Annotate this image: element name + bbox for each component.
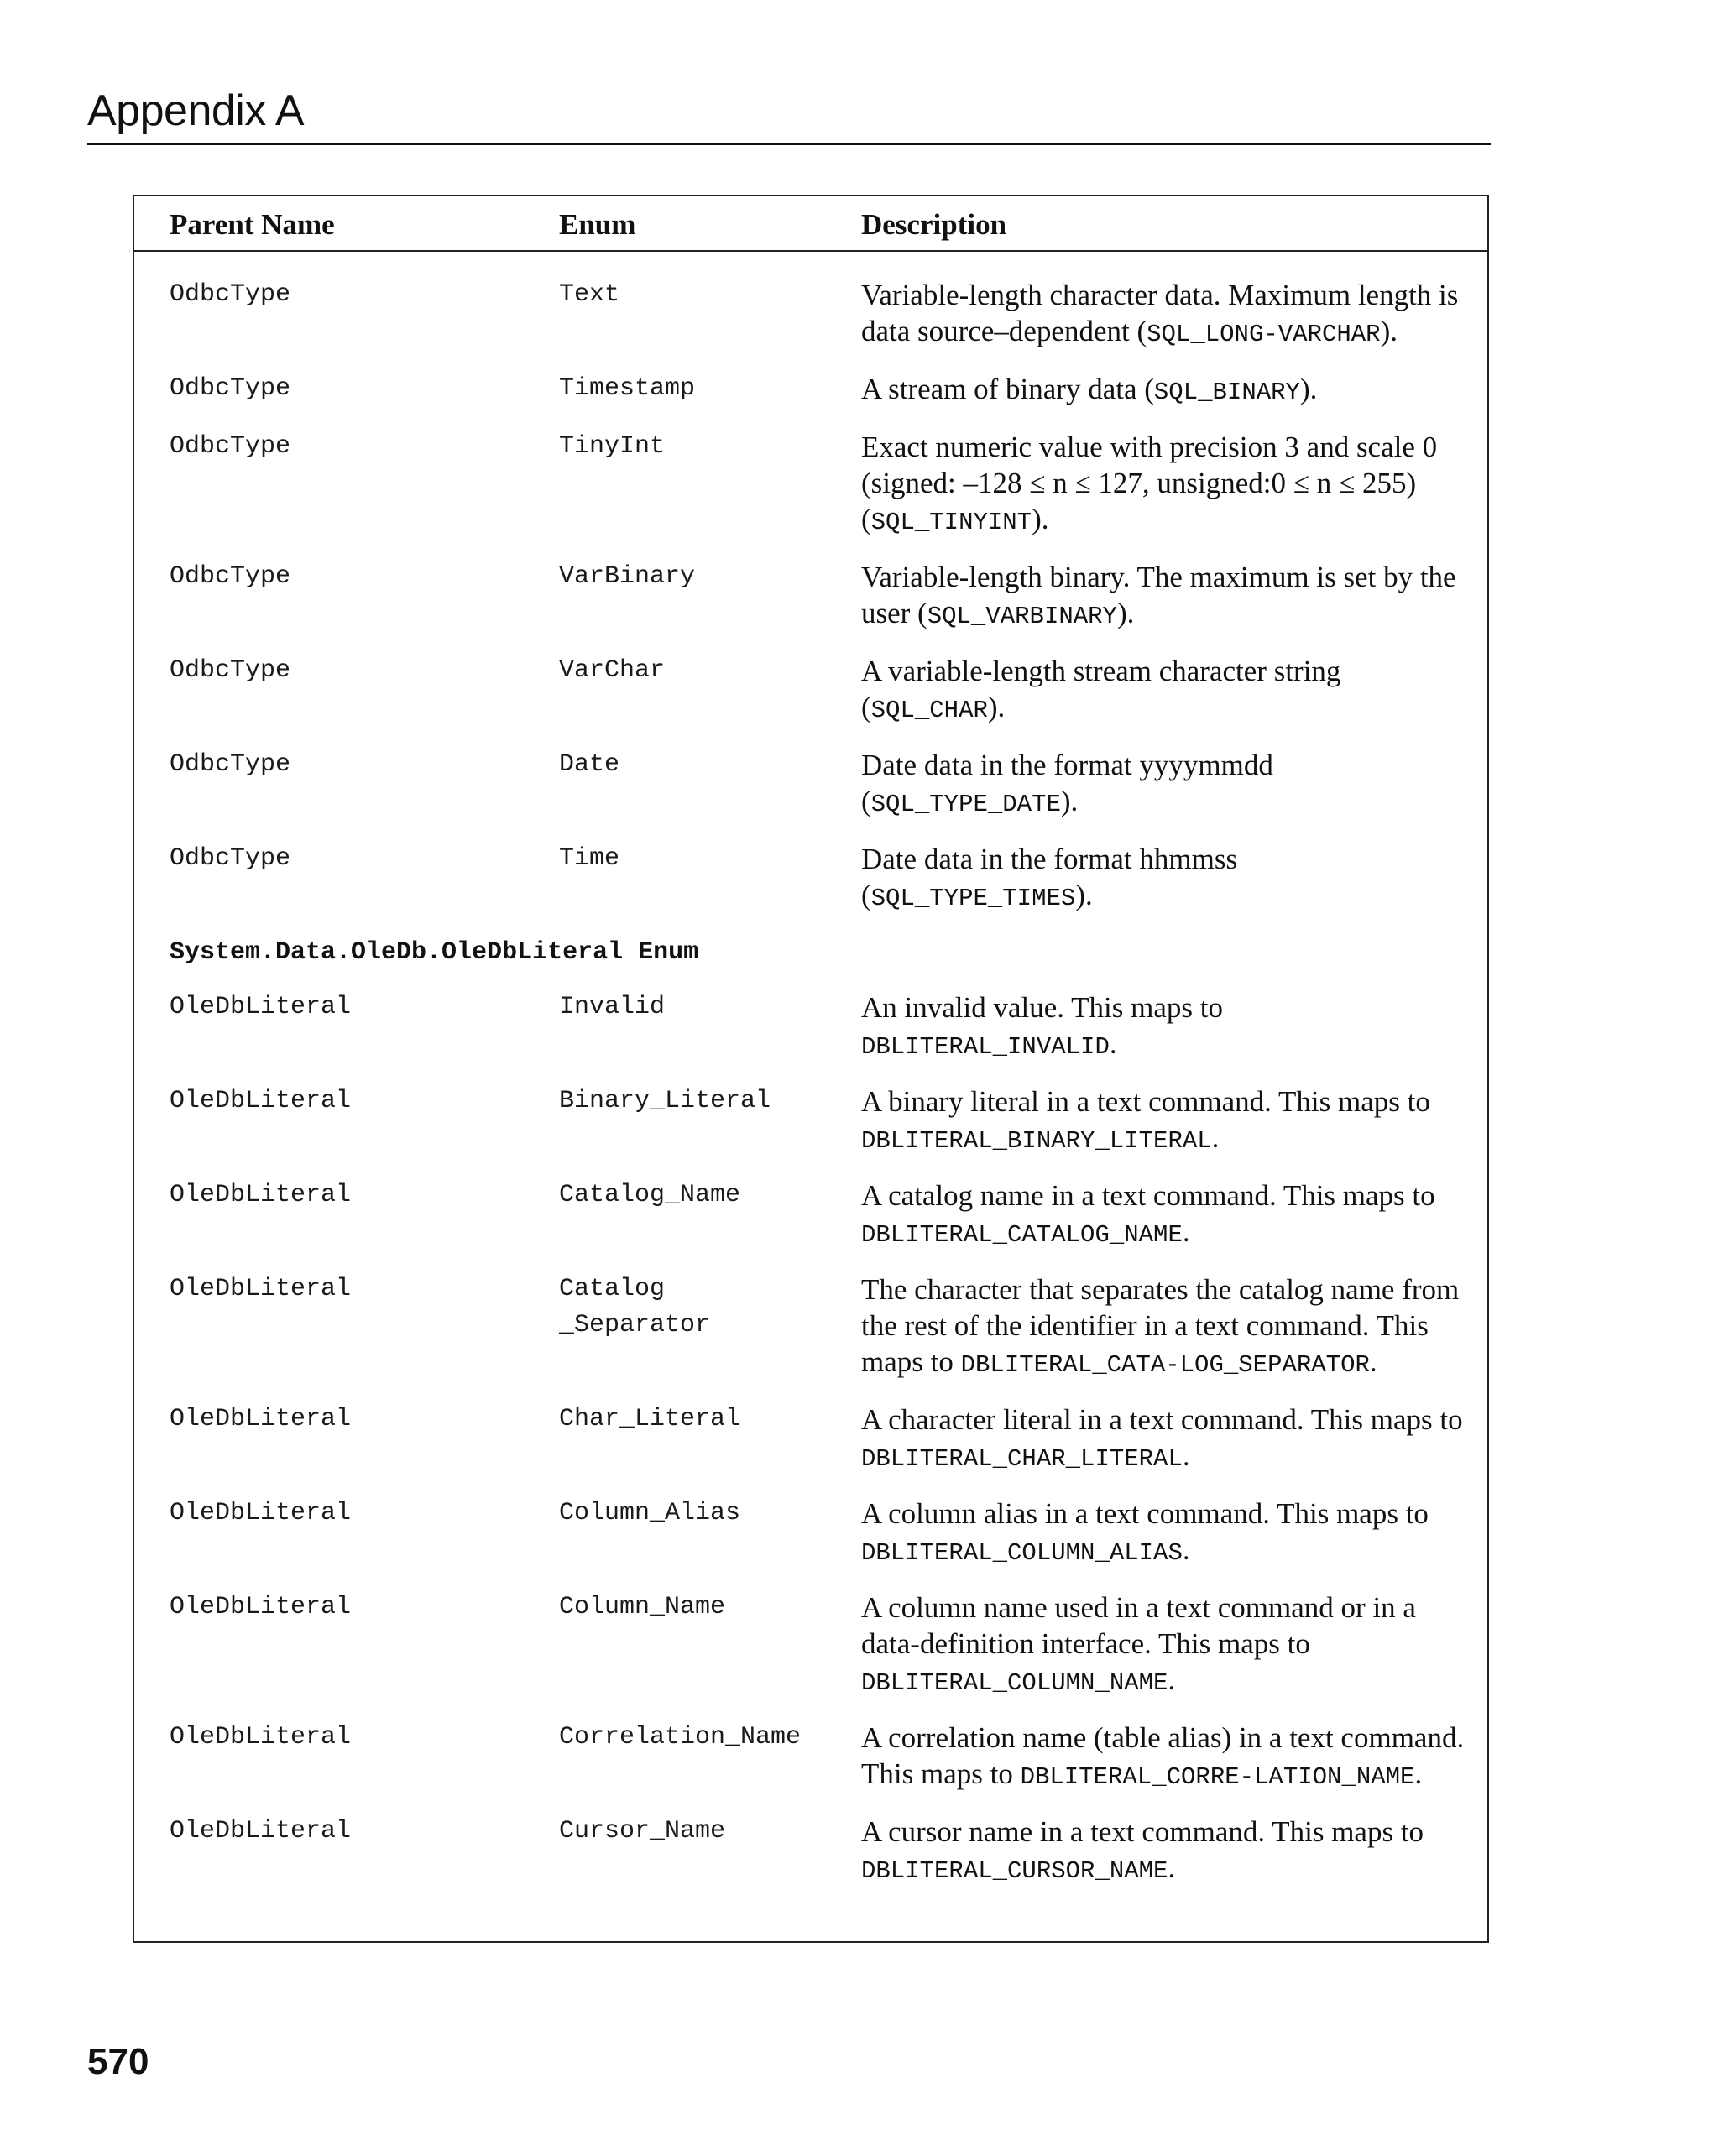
description-text: ). xyxy=(1075,879,1093,911)
description-text: A stream of binary data ( xyxy=(861,373,1154,405)
parent-name-cell: OdbcType xyxy=(170,844,291,873)
table-row xyxy=(134,1590,1487,1720)
parent-name-cell: OleDbLiteral xyxy=(170,1275,352,1303)
description-text: Date data in the format yyyymmdd ( xyxy=(861,749,1273,817)
description-cell xyxy=(861,1496,1466,1571)
sql-constant: SQL_VARBINARY xyxy=(927,603,1117,630)
description-cell xyxy=(861,1177,1466,1253)
enum-cell: Binary_Literal xyxy=(559,1087,771,1115)
description-cell xyxy=(861,1083,1466,1159)
sql-constant: DBLITERAL_COLUMN_ALIAS xyxy=(861,1539,1183,1567)
description-text: A catalog name in a text command. This maps to xyxy=(861,1179,1435,1212)
description-text: ). xyxy=(987,691,1006,723)
parent-name-cell: OdbcType xyxy=(170,280,291,309)
parent-name-cell: OdbcType xyxy=(170,562,291,591)
enum-cell: VarChar xyxy=(559,656,666,685)
section-title: System.Data.OleDb.OleDbLiteral Enum xyxy=(170,938,699,967)
enum-cell: Invalid xyxy=(559,993,666,1021)
enum-cell: Column_Name xyxy=(559,1593,726,1621)
sql-constant: DBLITERAL_CURSOR_NAME xyxy=(861,1857,1168,1885)
table-row xyxy=(134,1814,1487,1908)
oledb-literal-rows xyxy=(134,989,1487,1908)
table-row xyxy=(134,371,1487,429)
table-row xyxy=(134,841,1487,935)
description-cell xyxy=(861,371,1466,410)
description-text: . xyxy=(1109,1027,1117,1060)
enum-cell: TinyInt xyxy=(559,432,666,461)
description-text: A cursor name in a text command. This maps to xyxy=(861,1815,1424,1848)
enum-cell: Char_Literal xyxy=(559,1405,741,1433)
description-text: ). xyxy=(1380,315,1398,347)
enum-cell: Time xyxy=(559,844,620,873)
table-row xyxy=(134,989,1487,1083)
sql-constant: DBLITERAL_CATA-LOG_SEPARATOR xyxy=(960,1351,1370,1379)
sql-constant: DBLITERAL_INVALID xyxy=(861,1033,1110,1061)
description-text: Exact numeric value with precision 3 and scale 0 (signed: –128 ≤ n ≤ 127, unsigned:0 ≤ n ≤ 255) ( xyxy=(861,431,1438,535)
description-text: ). xyxy=(1032,503,1049,535)
sql-constant: DBLITERAL_CHAR_LITERAL xyxy=(861,1445,1183,1473)
description-text: . xyxy=(1211,1121,1220,1154)
description-cell xyxy=(861,989,1466,1065)
enum-cell: Timestamp xyxy=(559,374,696,403)
page-number: 570 xyxy=(87,2041,149,2082)
description-text: A variable-length stream character string ( xyxy=(861,655,1341,723)
parent-name-cell: OdbcType xyxy=(170,374,291,403)
parent-name-cell: OleDbLiteral xyxy=(170,1181,352,1209)
description-cell xyxy=(861,559,1466,634)
description-cell xyxy=(861,1590,1466,1701)
table-row xyxy=(134,1720,1487,1814)
parent-name-cell: OleDbLiteral xyxy=(170,993,352,1021)
sql-constant: DBLITERAL_CORRE-LATION_NAME xyxy=(1020,1763,1415,1791)
parent-name-cell: OdbcType xyxy=(170,750,291,779)
description-text: . xyxy=(1182,1215,1190,1248)
enum-cell: VarBinary xyxy=(559,562,696,591)
table-row xyxy=(134,1496,1487,1590)
description-cell xyxy=(861,429,1466,540)
description-text: Date data in the format hhmmss ( xyxy=(861,843,1238,911)
table-row xyxy=(134,747,1487,841)
description-cell xyxy=(861,841,1466,916)
description-cell xyxy=(861,1814,1466,1889)
sql-constant: SQL_TYPE_DATE xyxy=(870,791,1061,818)
description-cell xyxy=(861,1720,1466,1795)
description-text: . xyxy=(1168,1851,1176,1884)
description-text: ). xyxy=(1116,597,1135,629)
column-header-enum: Enum xyxy=(559,208,636,241)
description-cell xyxy=(861,277,1466,352)
table-row xyxy=(134,429,1487,559)
table-row xyxy=(134,653,1487,747)
running-header xyxy=(87,86,1491,145)
description-text: Variable-length character data. Maximum length is data source–dependent ( xyxy=(861,279,1459,347)
appendix-title: Appendix A xyxy=(87,86,305,135)
description-text: A correlation name (table alias) in a text command. This maps to xyxy=(861,1721,1465,1790)
description-text: ). xyxy=(1299,373,1318,405)
description-text: A character literal in a text command. This maps to xyxy=(861,1403,1463,1436)
sql-constant: SQL_BINARY xyxy=(1153,378,1300,406)
column-header-description: Description xyxy=(861,208,1007,241)
description-cell xyxy=(861,1271,1466,1383)
description-text: . xyxy=(1414,1757,1423,1790)
description-text: The character that separates the catalog name from the rest of the identifier in a text command. This maps to xyxy=(861,1273,1460,1378)
description-cell xyxy=(861,653,1466,728)
odbc-type-rows xyxy=(134,277,1487,935)
enum-cell: Text xyxy=(559,280,620,309)
parent-name-cell: OdbcType xyxy=(170,656,291,685)
description-text: . xyxy=(1369,1345,1377,1378)
sql-constant: DBLITERAL_COLUMN_NAME xyxy=(861,1669,1168,1697)
parent-name-cell: OdbcType xyxy=(170,432,291,461)
description-text: Variable-length binary. The maximum is set by the user ( xyxy=(861,561,1456,629)
description-text: An invalid value. This maps to xyxy=(861,991,1223,1024)
description-cell xyxy=(861,1402,1466,1477)
table-row xyxy=(134,277,1487,371)
table-body xyxy=(134,277,1487,1908)
enum-cell: Catalog _Separator xyxy=(559,1275,711,1339)
sql-constant: SQL_TINYINT xyxy=(870,509,1032,536)
enum-cell: Catalog_Name xyxy=(559,1181,741,1209)
description-text: A column name used in a text command or in a data-definition interface. This maps to xyxy=(861,1591,1416,1660)
sql-constant: DBLITERAL_BINARY_LITERAL xyxy=(861,1127,1212,1155)
description-text: . xyxy=(1182,1533,1190,1566)
parent-name-cell: OleDbLiteral xyxy=(170,1499,352,1527)
description-text: A binary literal in a text command. This maps to xyxy=(861,1085,1430,1118)
parent-name-cell: OleDbLiteral xyxy=(170,1593,352,1621)
table-row xyxy=(134,559,1487,653)
enum-cell: Column_Alias xyxy=(559,1499,741,1527)
column-header-parent-name: Parent Name xyxy=(170,208,335,241)
description-text: ). xyxy=(1060,785,1079,817)
description-text: . xyxy=(1182,1439,1190,1472)
description-text: A column alias in a text command. This maps to xyxy=(861,1497,1429,1530)
parent-name-cell: OleDbLiteral xyxy=(170,1087,352,1115)
sql-constant: SQL_LONG-VARCHAR xyxy=(1147,321,1381,348)
parent-name-cell: OleDbLiteral xyxy=(170,1817,352,1845)
parent-name-cell: OleDbLiteral xyxy=(170,1723,352,1751)
table-row xyxy=(134,1271,1487,1402)
description-cell xyxy=(861,747,1466,822)
description-text: . xyxy=(1168,1663,1176,1696)
enum-cell: Correlation_Name xyxy=(559,1723,802,1751)
table-row xyxy=(134,1177,1487,1271)
table-header-row xyxy=(134,196,1487,252)
table-row xyxy=(134,1402,1487,1496)
parent-name-cell: OleDbLiteral xyxy=(170,1405,352,1433)
sql-constant: DBLITERAL_CATALOG_NAME xyxy=(861,1221,1183,1249)
table-row xyxy=(134,1083,1487,1177)
enum-cell: Cursor_Name xyxy=(559,1817,726,1845)
sql-constant: SQL_CHAR xyxy=(870,697,988,724)
sql-constant: SQL_TYPE_TIMES xyxy=(870,885,1076,912)
enum-cell: Date xyxy=(559,750,620,779)
enum-table xyxy=(133,195,1489,1943)
